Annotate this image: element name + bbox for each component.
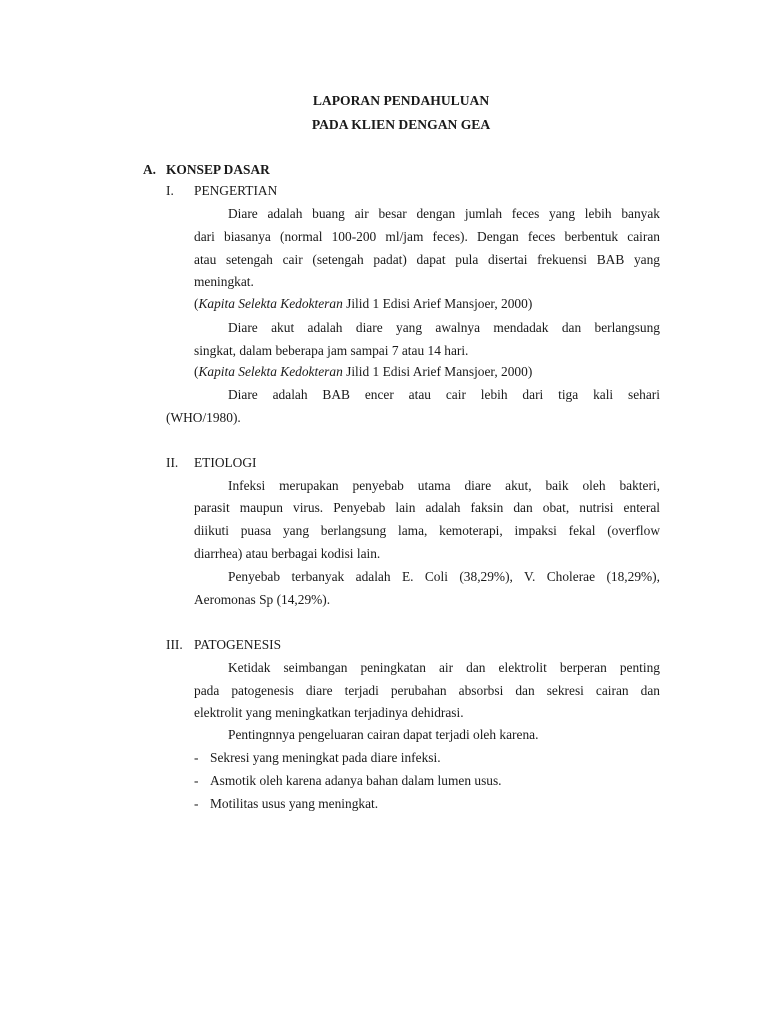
citation-details: Jilid 1 Edisi Arief Mansjoer, 2000) bbox=[342, 364, 533, 379]
patogenesis-numeral: III. bbox=[166, 637, 183, 652]
pengertian-paragraph-2-line: Diare akut adalah diare yang awalnya mendadak dan berlangsung bbox=[228, 320, 660, 335]
patogenesis-paragraph-2-line: Pentingnnya pengeluaran cairan dapat terjadi oleh karena. bbox=[228, 727, 539, 742]
citation-book-title: Kapita Selekta Kedokteran bbox=[198, 296, 343, 311]
document-title-line-2: PADA KLIEN DENGAN GEA bbox=[311, 117, 491, 132]
citation-details: Jilid 1 Edisi Arief Mansjoer, 2000) bbox=[342, 296, 533, 311]
pengertian-paragraph-1-line: Diare adalah buang air besar dengan jumlah feces yang lebih banyak bbox=[228, 206, 660, 221]
patogenesis-paragraph-1-line: elektrolit yang meningkatkan terjadinya dehidrasi. bbox=[194, 705, 464, 720]
section-a-heading: KONSEP DASAR bbox=[166, 162, 270, 177]
citation-1 bbox=[194, 296, 532, 312]
pengertian-numeral: I. bbox=[166, 183, 174, 198]
bullet-dash: - bbox=[194, 773, 199, 788]
citation-open-paren: ( bbox=[194, 296, 199, 311]
pengertian-paragraph-1-line: atau setengah cair (setengah padat) dapat pula disertai frekuensi BAB yang bbox=[194, 252, 660, 267]
section-a-marker: A. bbox=[143, 162, 157, 177]
etiologi-numeral: II. bbox=[166, 455, 179, 470]
document-title-line-1: LAPORAN PENDAHULUAN bbox=[312, 93, 490, 108]
etiologi-paragraph-2-line: Aeromonas Sp (14,29%). bbox=[194, 592, 331, 607]
bullet-item: Sekresi yang meningkat pada diare infeksi. bbox=[210, 750, 441, 765]
pengertian-paragraph-1-line: meningkat. bbox=[194, 274, 254, 289]
etiologi-heading: ETIOLOGI bbox=[194, 455, 257, 470]
pengertian-paragraph-3-line: Diare adalah BAB encer atau cair lebih dari tiga kali sehari bbox=[228, 387, 660, 402]
bullet-dash: - bbox=[194, 750, 199, 765]
bullet-item: Asmotik oleh karena adanya bahan dalam lumen usus. bbox=[210, 773, 502, 788]
patogenesis-heading: PATOGENESIS bbox=[194, 637, 282, 652]
pengertian-paragraph-1-line: dari biasanya (normal 100-200 ml/jam feces). Dengan feces berbentuk cairan bbox=[194, 229, 660, 244]
pengertian-paragraph-3-line: (WHO/1980). bbox=[166, 410, 241, 425]
etiologi-paragraph-1-line: Infeksi merupakan penyebab utama diare akut, baik oleh bakteri, bbox=[228, 478, 660, 493]
patogenesis-paragraph-1-line: Ketidak seimbangan peningkatan air dan elektrolit berperan penting bbox=[228, 660, 660, 675]
pengertian-heading: PENGERTIAN bbox=[194, 183, 278, 198]
pengertian-paragraph-2-line: singkat, dalam beberapa jam sampai 7 atau 14 hari. bbox=[194, 343, 469, 358]
patogenesis-paragraph-1-line: pada patogenesis diare terjadi perubahan absorbsi dan sekresi cairan dan bbox=[194, 683, 660, 698]
bullet-item: Motilitas usus yang meningkat. bbox=[210, 796, 379, 811]
bullet-dash: - bbox=[194, 796, 199, 811]
etiologi-paragraph-2-line: Penyebab terbanyak adalah E. Coli (38,29%), V. Cholerae (18,29%), bbox=[228, 569, 660, 584]
citation-book-title: Kapita Selekta Kedokteran bbox=[198, 364, 343, 379]
citation-2 bbox=[194, 364, 532, 380]
citation-open-paren: ( bbox=[194, 364, 199, 379]
etiologi-paragraph-1-line: diikuti puasa yang berlangsung lama, kemoterapi, impaksi fekal (overflow bbox=[194, 523, 660, 538]
etiologi-paragraph-1-line: parasit maupun virus. Penyebab lain adalah faksin dan obat, nutrisi enteral bbox=[194, 500, 660, 515]
etiologi-paragraph-1-line: diarrhea) atau berbagai kodisi lain. bbox=[194, 546, 381, 561]
